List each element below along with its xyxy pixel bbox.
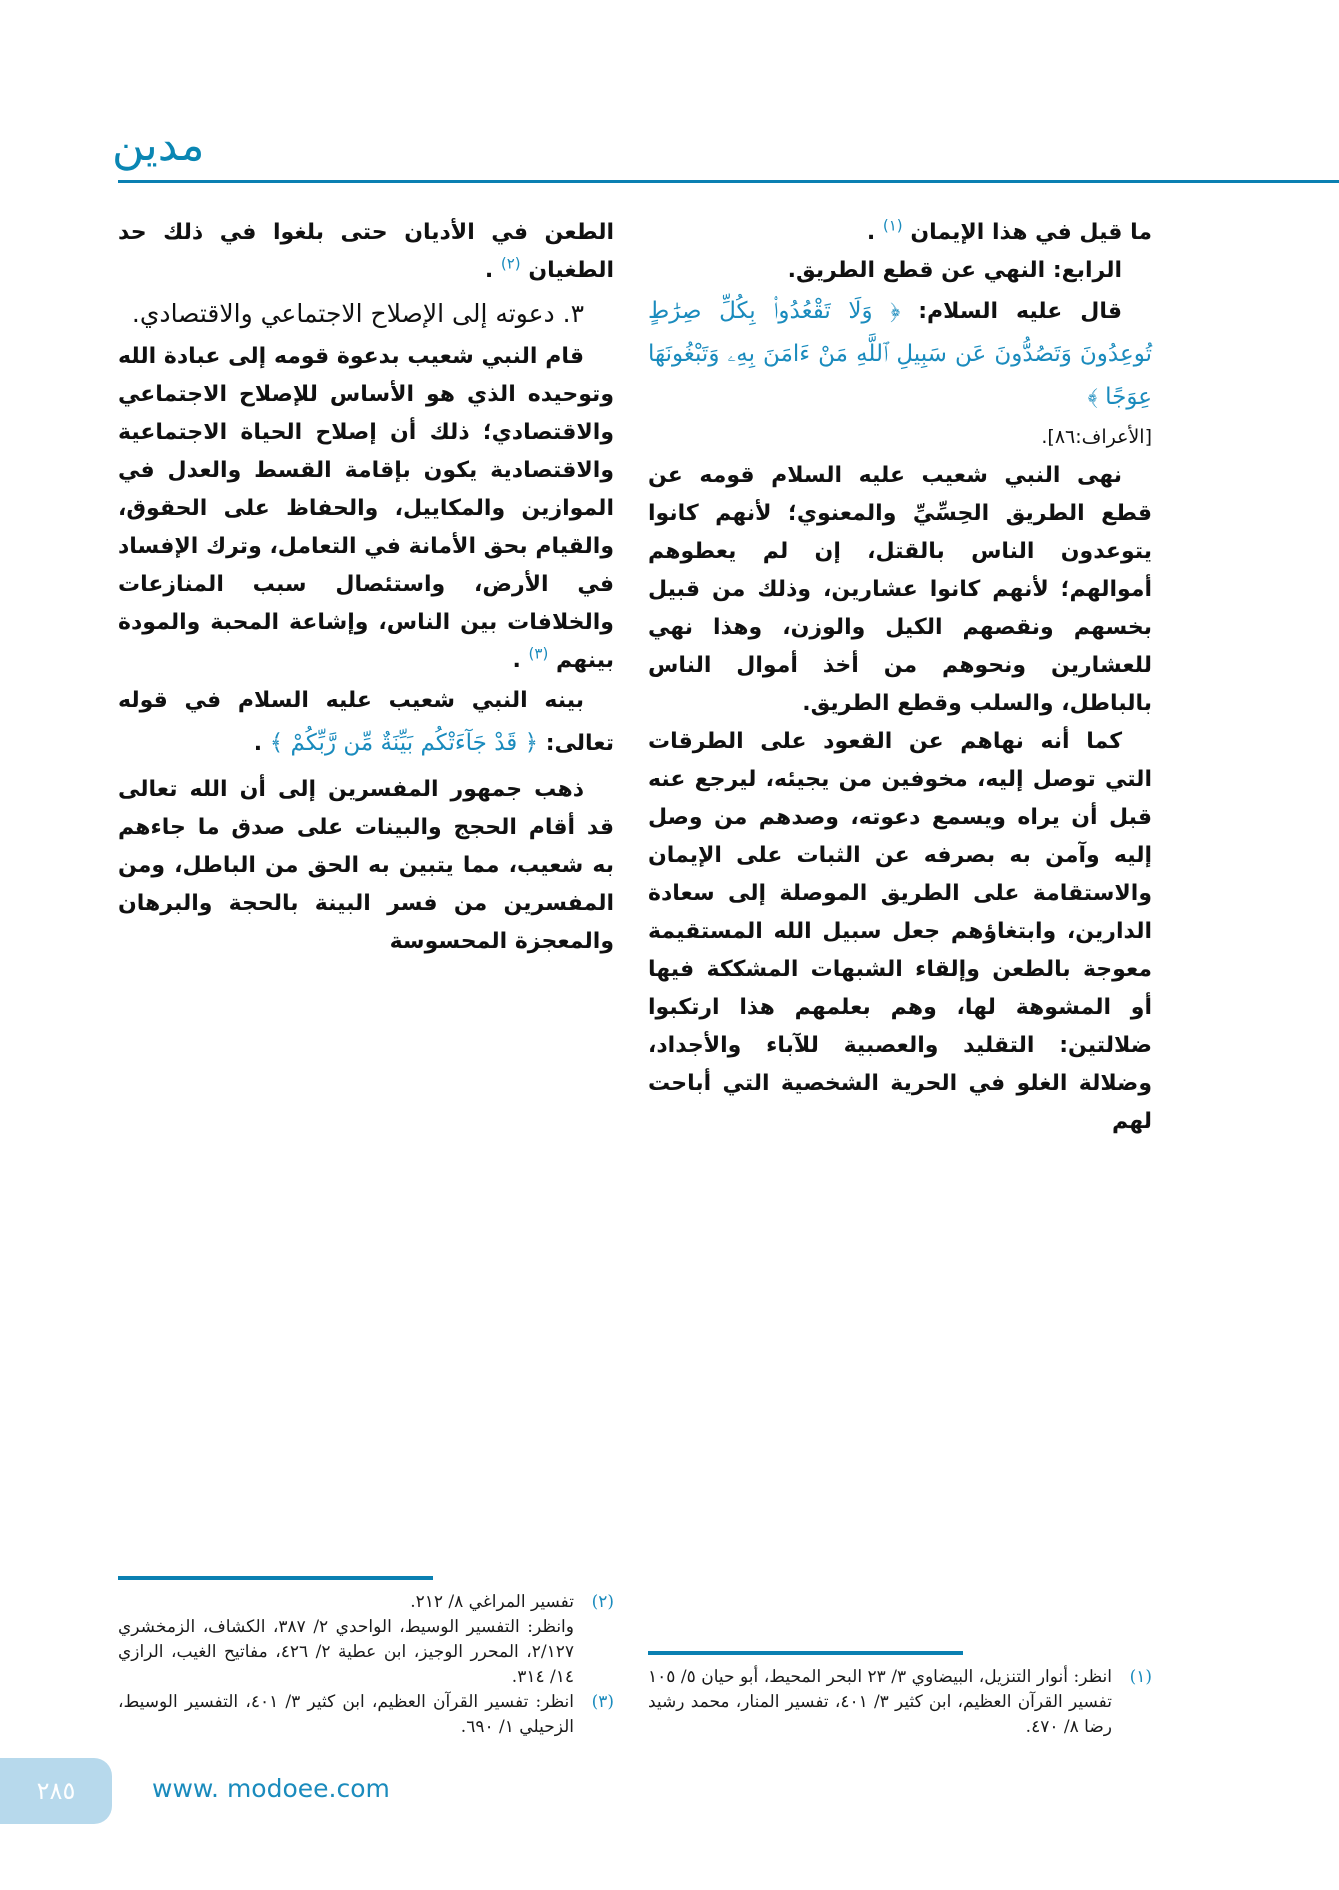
footnote-divider	[648, 1651, 963, 1655]
footnote-divider	[118, 1576, 433, 1580]
footnote-body	[648, 1665, 1112, 1740]
footnote-line: تفسير المراغي ٨/ ٢١٢.	[410, 1592, 574, 1612]
paragraph: ذهب جمهور المفسرين إلى أن الله تعالى قد أقام الحجج والبينات على صدق ما جاءهم به شعيب، مما يتبين به الحق من الباطل، ومن المفسرين من فسر البينة بالحجة والبرهان والمعجزة المحسوسة	[118, 777, 614, 954]
right-column	[648, 214, 1152, 1740]
paragraph: نهى النبي شعيب عليه السلام قومه عن قطع الطريق الحِسِّيِّ والمعنوي؛ لأنهم كانوا يتوعدون الناس بالقتل، إن لم يعطوهم أموالهم؛ لأنهم كانوا عشارين، وذلك من قبيل بخسهم ونقصهم الكيل والوزن، وهذا نهي للعشارين ونحوهم من أخذ أموال الناس بالباطل، والسلب وقطع الطريق.	[648, 463, 1152, 716]
footnote-number: (١)	[1129, 1667, 1152, 1687]
verse-intro: قال عليه السلام:	[918, 299, 1122, 324]
footnote-line: انظر: أنوار التنزيل، البيضاوي ٣/ ٢٣ البحر المحيط، أبو حيان ٥/ ١٠٥ تفسير القرآن العظيم، ابن كثير ٣/ ٤٠١، تفسير المنار، محمد رشيد رضا ٨/ ٤٧٠.	[648, 1667, 1113, 1737]
footnote-ref[interactable]: (٢)	[500, 254, 521, 273]
header-divider	[118, 180, 1339, 183]
punctuation: .	[484, 258, 494, 283]
paragraph-text: ما قيل في هذا الإيمان	[910, 220, 1152, 245]
footnote	[648, 1665, 1152, 1740]
paragraph: كما أنه نهاهم عن القعود على الطرقات التي توصل إليه، مخوفين من يجيئه، ليرجع عنه قبل أن يراه ويسمع دعوته، وصدهم من وصل إليه وآمن به بصرفه عن الثبات على الإيمان والاستقامة على الطريق الموصلة إلى سعادة الدارين، وابتغاؤهم جعل سبيل الله المستقيمة معوجة بالطعن وإلقاء الشبهات المشككة فيها أو المشوهة لها، وهم بعلمهم هذا ارتكبوا ضلالتين: التقليد والعصبية للآباء والأجداد، وضلالة الغلو في الحرية الشخصية التي أباحت لهم	[648, 729, 1152, 1134]
footnote-number: (٣)	[591, 1692, 614, 1712]
section-heading: ٣. دعوته إلى الإصلاح الاجتماعي والاقتصادي.	[131, 299, 584, 328]
footnotes-left-block	[118, 1562, 614, 1740]
verse-paragraph	[648, 290, 1152, 419]
footnotes-right-block	[648, 1637, 1152, 1740]
footnote-ref[interactable]: (٣)	[528, 644, 549, 663]
left-column	[118, 214, 614, 1740]
punctuation: .	[512, 648, 521, 673]
footnote-ref[interactable]: (١)	[882, 216, 903, 235]
page-number: ٢٨٥	[36, 1777, 76, 1805]
paragraph	[118, 214, 614, 290]
verse-reference: [الأعراف:٨٦].	[1041, 426, 1152, 448]
footnote-body	[118, 1690, 574, 1740]
quran-verse: ﴿ قَدْ جَآءَتْكُم بَيِّنَةٌ مِّن رَّبِّكُمْ ﴾	[269, 730, 539, 756]
punctuation: .	[866, 220, 876, 245]
footnote	[118, 1690, 614, 1740]
website-link[interactable]: www. modoee.com	[152, 1774, 390, 1803]
footnotes-right	[648, 1665, 1152, 1740]
paragraph-text: الطعن في الأديان حتى بلغوا في ذلك حد الطغيان	[118, 220, 614, 283]
left-column-body	[118, 214, 614, 961]
paragraph	[118, 338, 614, 680]
footnote-line: وانظر: التفسير الوسيط، الواحدي ٢/ ٣٨٧، الكشاف، الزمخشري ٢/١٢٧، المحرر الوجيز، ابن عطية ٢/ ٤٢٦، مفاتيح الغيب، الرازي ١٤/ ٣١٤.	[118, 1617, 575, 1687]
verse-paragraph	[118, 680, 614, 765]
punctuation: .	[253, 731, 263, 756]
footnotes-left	[118, 1590, 614, 1740]
footnote-number: (٢)	[591, 1592, 614, 1612]
right-column-body	[648, 214, 1152, 1141]
quran-verse: ﴿ وَلَا تَقْعُدُوا۟ بِكُلِّ صِرَٰطٍ تُوعِدُونَ وَتَصُدُّونَ عَن سَبِيلِ ٱللَّهِ مَنْ ءَامَنَ بِهِۦ وَتَبْغُونَهَا عِوَجًا ﴾	[648, 298, 1152, 410]
verse-intro: بينه النبي شعيب عليه السلام في قوله تعالى:	[118, 688, 614, 756]
paragraph-text: قام النبي شعيب بدعوة قومه إلى عبادة الله وتوحيده الذي هو الأساس للإصلاح الاجتماعي والاقتصادي؛ ذلك أن إصلاح الحياة الاجتماعية والاقتصادية يكون بإقامة القسط والعدل في الموازين والمكاييل، والحفاظ على الحقوق، والقيام بحق الأمانة في التعامل، وترك الإفساد في الأرض، واستئصال سبب المنازعات والخلافات بين الناس، وإشاعة المحبة والمودة بينهم	[118, 344, 614, 673]
footnote-body	[118, 1590, 574, 1690]
section-subheading: الرابع: النهي عن قطع الطريق.	[787, 258, 1122, 283]
paragraph	[648, 214, 1152, 252]
chapter-title: مدين	[112, 120, 205, 171]
footnote	[118, 1590, 614, 1690]
page-number-badge	[0, 1758, 112, 1824]
footnote-line: انظر: تفسير القرآن العظيم، ابن كثير ٣/ ٤٠١، التفسير الوسيط، الزحيلي ١/ ٦٩٠.	[118, 1692, 574, 1737]
